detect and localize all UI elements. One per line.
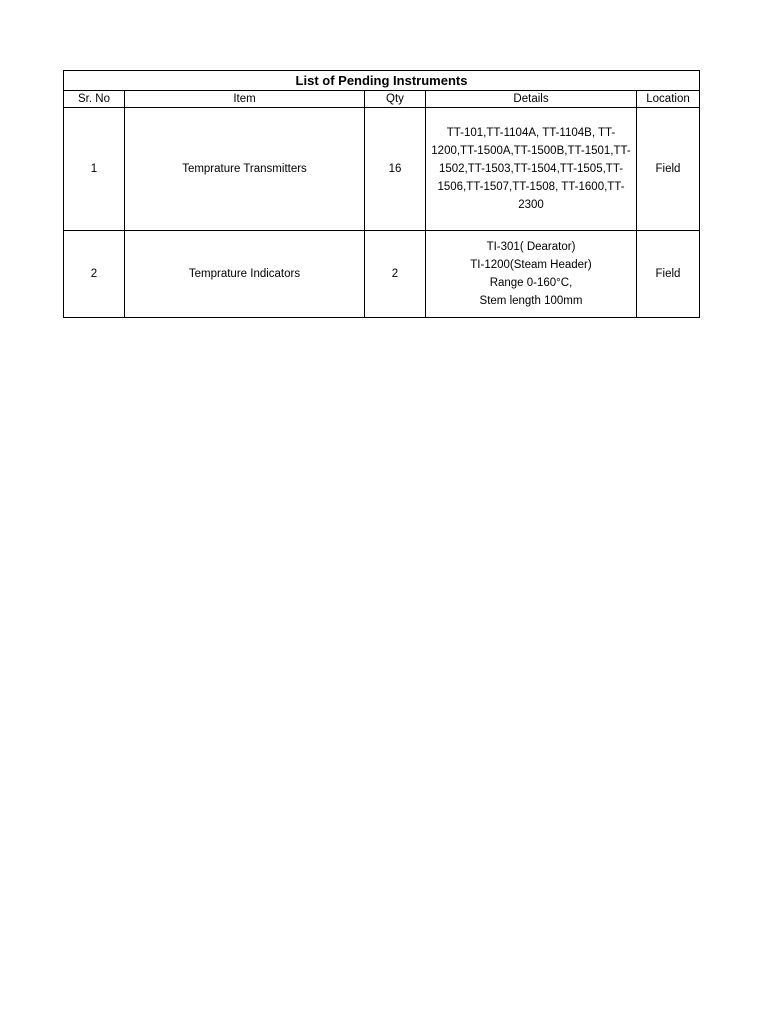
- details-line: TT-101,TT-1104A, TT-1104B, TT-: [446, 127, 616, 139]
- cell-qty: 16: [365, 108, 426, 231]
- details-line: 2300: [518, 199, 544, 211]
- cell-item: Temprature Transmitters: [125, 108, 365, 231]
- cell-details: [426, 231, 637, 318]
- cell-sr-no: 2: [64, 231, 125, 318]
- details-line: TI-1200(Steam Header): [470, 259, 592, 271]
- cell-qty: 2: [365, 231, 426, 318]
- header-row: [64, 91, 700, 108]
- details-line: Range 0-160°C,: [489, 277, 573, 289]
- header-qty: Qty: [365, 91, 426, 108]
- cell-location: Field: [637, 108, 700, 231]
- cell-sr-no: 1: [64, 108, 125, 231]
- pending-instruments-table: [63, 70, 700, 318]
- cell-location: Field: [637, 231, 700, 318]
- header-item: Item: [125, 91, 365, 108]
- header-sr-no: Sr. No: [64, 91, 125, 108]
- header-details: Details: [426, 91, 637, 108]
- table-title: List of Pending Instruments: [64, 71, 700, 91]
- title-row: [64, 71, 700, 91]
- details-line: Stem length 100mm: [479, 295, 583, 307]
- table-row: [64, 231, 700, 318]
- details-line: 1502,TT-1503,TT-1504,TT-1505,TT-: [438, 163, 624, 175]
- cell-details: [426, 108, 637, 231]
- header-location: Location: [637, 91, 700, 108]
- cell-item: Temprature Indicators: [125, 231, 365, 318]
- details-line: 1506,TT-1507,TT-1508, TT-1600,TT-: [437, 181, 625, 193]
- details-line: 1200,TT-1500A,TT-1500B,TT-1501,TT-: [431, 145, 631, 157]
- table-row: [64, 108, 700, 231]
- details-line: TI-301( Dearator): [486, 241, 576, 253]
